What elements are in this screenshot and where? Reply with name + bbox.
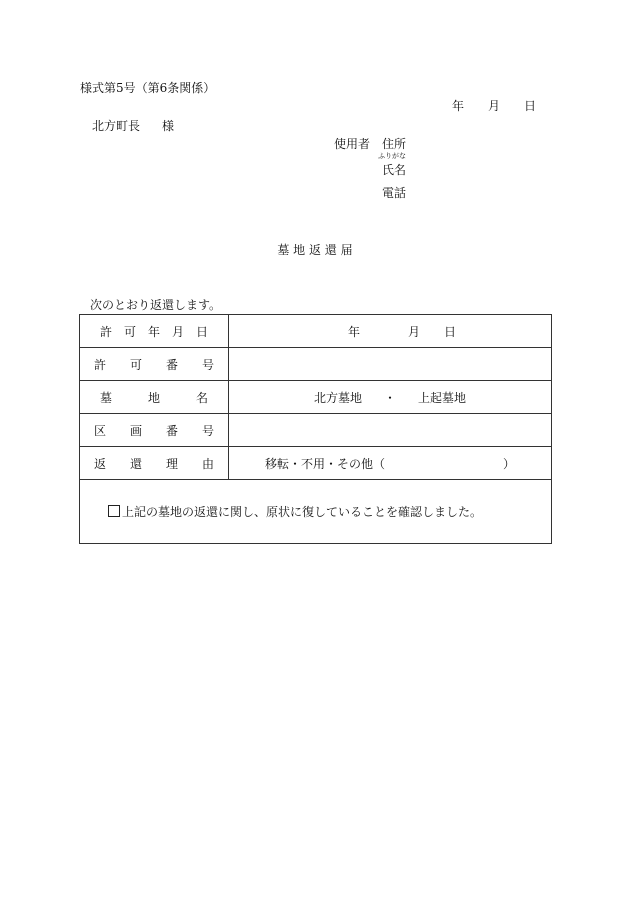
table-row [80,414,552,447]
document-title: 墓 地 返 還 届 [277,243,353,257]
reason-close-paren: ） [503,456,516,471]
permit-number-value[interactable] [229,348,552,381]
addressee-suffix: 様 [162,119,175,133]
return-reason-value[interactable] [229,447,552,480]
plot-number-label: 区 画 番 号 [80,414,229,447]
permit-number-label: 許 可 番 号 [80,348,229,381]
cemetery-separator: ・ [383,390,396,405]
submission-date [452,100,536,112]
furigana-label: ふりがな [378,152,406,160]
cemetery-option-kitakata[interactable]: 北方墓地 [313,390,362,405]
permit-date-value[interactable] [229,315,552,348]
applicant-role: 使用者 [334,137,371,151]
permit-year-label: 年 [347,324,360,339]
cemetery-name-label: 墓 地 名 [80,381,229,414]
cemetery-name-value[interactable] [229,381,552,414]
table-row [80,315,552,348]
permit-month-label: 月 [407,324,420,339]
confirmation-checkbox[interactable] [108,505,120,517]
table-row [80,447,552,480]
cemetery-option-kamioki[interactable]: 上起墓地 [418,390,467,405]
addressee-name: 北方町長 [92,119,141,133]
table-row [80,381,552,414]
intro-text: 次のとおり返還します。 [90,298,222,312]
table-row [80,348,552,381]
permit-date-label: 許 可 年 月 日 [80,315,229,348]
reason-options: 移転・不用・その他（ [264,456,385,471]
addressee [92,120,174,132]
confirmation-text: 上記の墓地の返還に関し、原状に復していることを確認しました。 [122,505,483,519]
date-day-label: 日 [524,99,537,113]
table-row [80,480,552,544]
name-label: 氏名 [382,163,407,177]
permit-day-label: 日 [443,324,456,339]
date-month-label: 月 [488,99,501,113]
form-number: 様式第5号（第6条関係） [80,81,216,95]
phone-label: 電話 [382,186,407,200]
address-label: 住所 [382,137,407,151]
date-year-label: 年 [452,99,465,113]
return-form-table [79,314,552,544]
plot-number-value[interactable] [229,414,552,447]
return-reason-label: 返 還 理 由 [80,447,229,480]
confirmation-cell [80,480,552,544]
